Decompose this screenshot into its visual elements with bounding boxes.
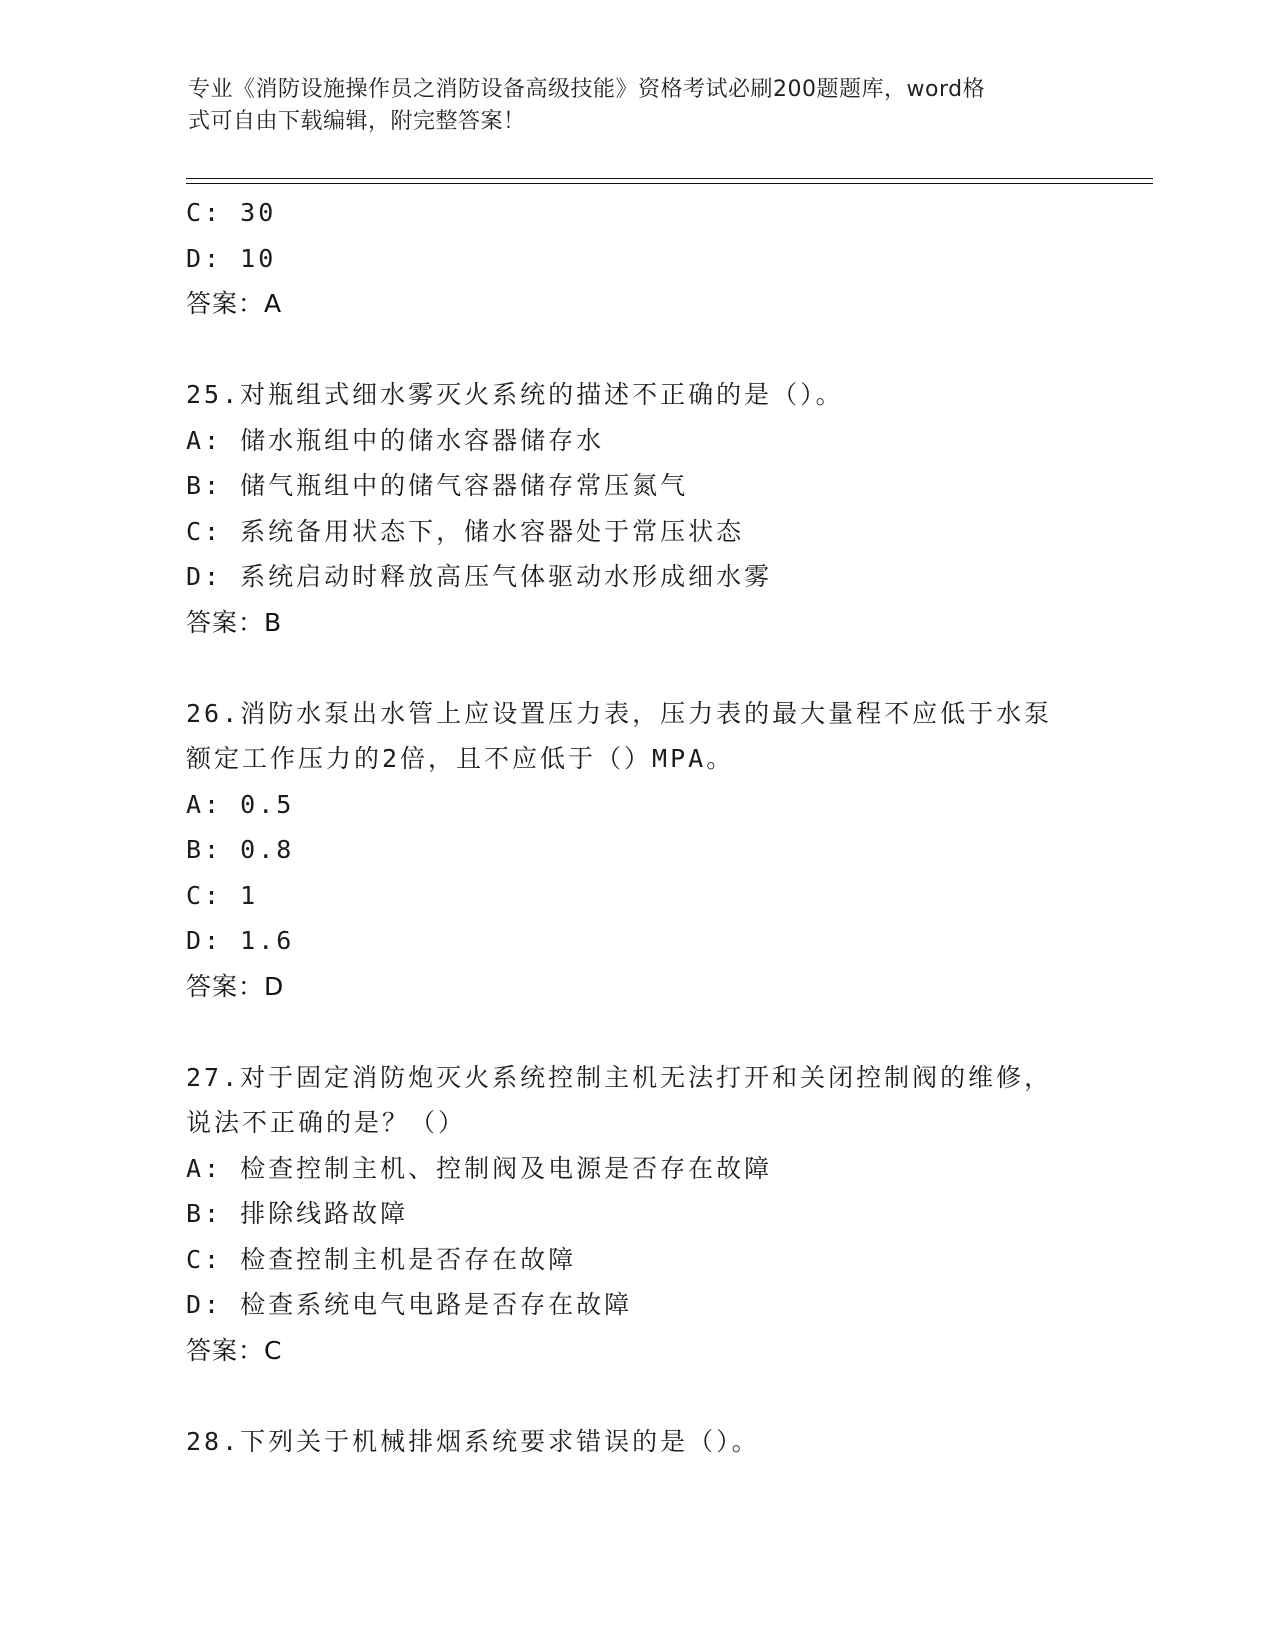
question-list (186, 190, 1086, 1464)
option-d: D: 检查系统电气电路是否存在故障 (186, 1290, 633, 1319)
header-title-line-1: 专业《消防设施操作员之消防设备高级技能》资格考试必刷200题题库，word格 (188, 77, 986, 102)
answer-line: 答案：B (186, 607, 283, 637)
question-28 (186, 1419, 1086, 1465)
option-c: C: 检查控制主机是否存在故障 (186, 1244, 577, 1274)
spacer (186, 1373, 1086, 1419)
option-c: C: 系统备用状态下，储水容器处于常压状态 (186, 516, 745, 546)
question-stem: 28.下列关于机械排烟系统要求错误的是（）。 (186, 1426, 760, 1456)
question-stem-continued: 额定工作压力的2倍，且不应低于（）MPA。 (186, 744, 735, 773)
spacer (186, 1009, 1086, 1055)
option-b: B: 储气瓶组中的储气容器储存常压氮气 (186, 471, 689, 500)
question-26 (186, 691, 1086, 1010)
question-25 (186, 372, 1086, 645)
question-stem-continued: 说法不正确的是？（） (186, 1108, 467, 1137)
header-divider-bottom (186, 183, 1153, 184)
option-d: D: 1.6 (186, 926, 295, 955)
option-d: D: 10 (186, 243, 277, 273)
answer-line: 答案：C (186, 1335, 283, 1365)
previous-question-tail (186, 190, 1086, 327)
option-d: D: 系统启动时释放高压气体驱动水形成细水雾 (186, 562, 773, 591)
document-header (188, 74, 1088, 138)
question-stem: 26.消防水泵出水管上应设置压力表，压力表的最大量程不应低于水泵 (186, 698, 1053, 728)
spacer (186, 645, 1086, 691)
option-b: B: 0.8 (186, 835, 295, 864)
spacer (186, 327, 1086, 373)
option-c: C: 30 (186, 198, 277, 227)
option-a: A: 0.5 (186, 789, 295, 819)
answer-line: 答案：D (186, 971, 285, 1001)
question-stem: 25.对瓶组式细水雾灭火系统的描述不正确的是（）。 (186, 380, 844, 409)
answer-line: 答案：A (186, 289, 283, 318)
option-c: C: 1 (186, 880, 259, 910)
option-a: A: 储水瓶组中的储水容器储存水 (186, 425, 605, 455)
question-27 (186, 1055, 1086, 1374)
header-title-line-2: 式可自由下载编辑，附完整答案！ (188, 109, 526, 134)
option-a: A: 检查控制主机、控制阀及电源是否存在故障 (186, 1153, 773, 1183)
question-stem: 27.对于固定消防炮灭火系统控制主机无法打开和关闭控制阀的维修， (186, 1062, 1053, 1092)
option-b: B: 排除线路故障 (186, 1199, 409, 1228)
header-divider-top (186, 178, 1153, 179)
